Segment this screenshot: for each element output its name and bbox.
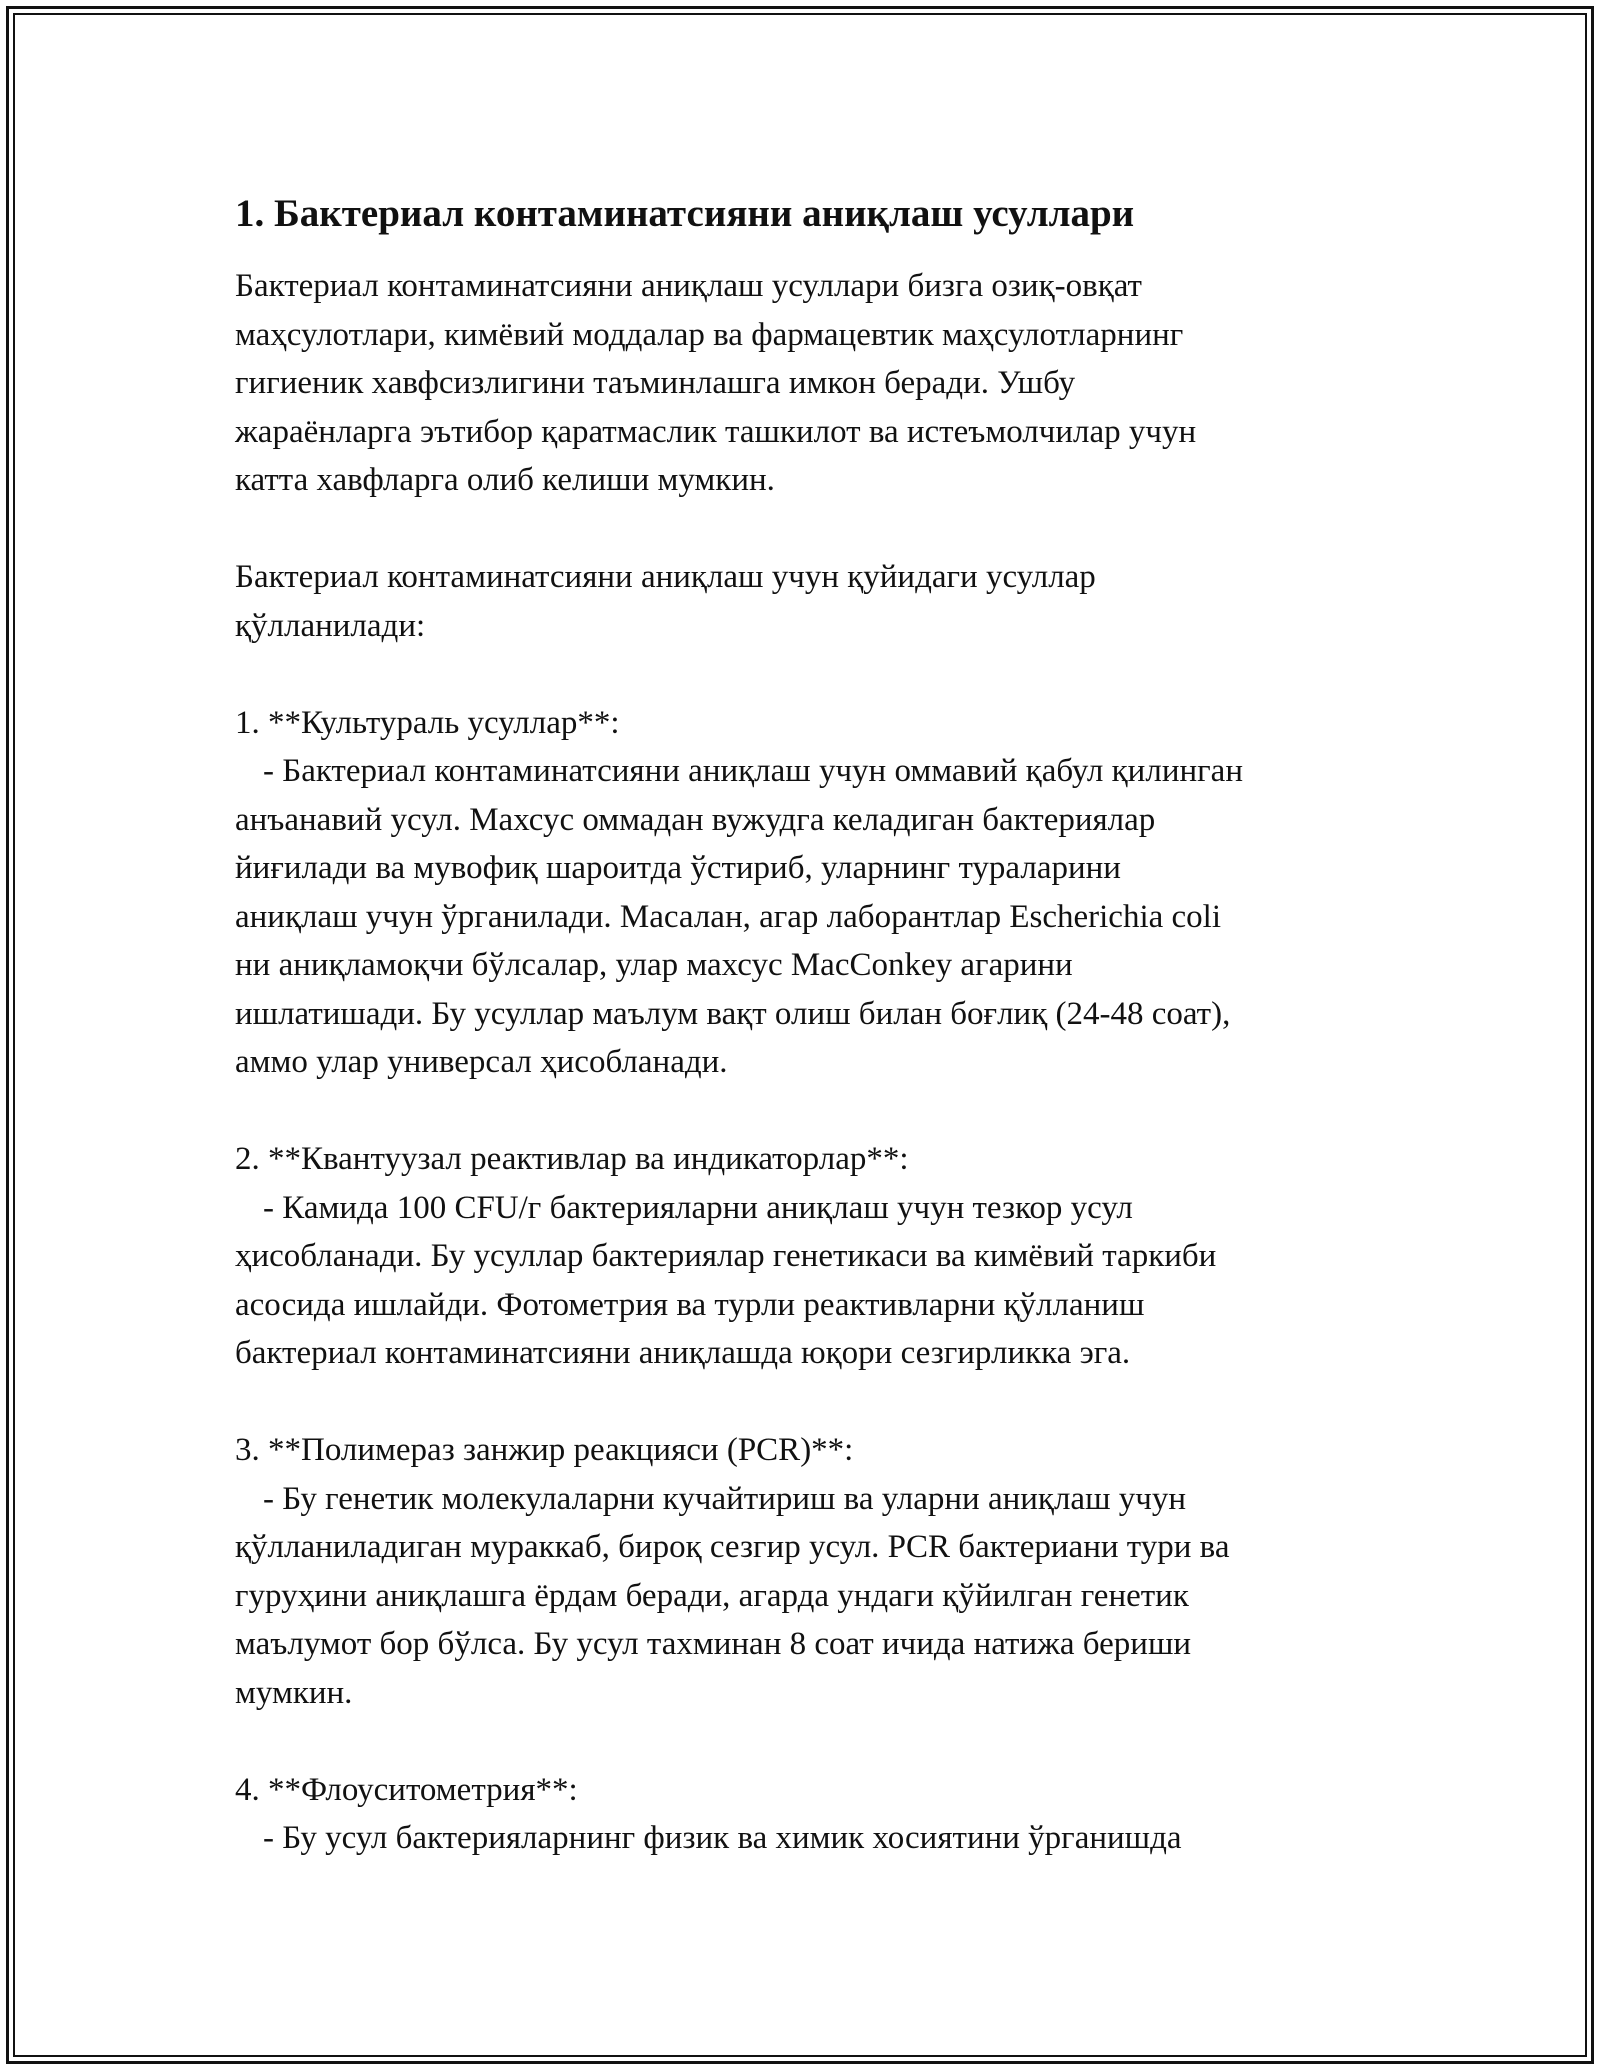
text-line: жараёнларга эътибор қаратмаслик ташкилот ва истеъмолчилар учун <box>235 413 1197 450</box>
text-line: маҳсулотлари, кимёвий моддалар ва фармацевтик маҳсулотларнинг <box>235 316 1184 353</box>
text-line: - Бактериал контаминатсияни аниқлаш учун оммавий қабул қилинган <box>263 753 1243 789</box>
text-line: асосида ишлайди. Фотометрия ва турли реактивларни қўлланиш <box>235 1286 1145 1323</box>
text-line: маълумот бор бўлса. Бу усул тахминан 8 соат ичида натижа бериши <box>235 1626 1192 1662</box>
text-line: аммо улар универсал ҳисобланади. <box>235 1044 728 1080</box>
text-line: қўлланиладиган мураккаб, бироқ сезгир усул. PCR бактериани тури ва <box>235 1529 1230 1565</box>
methods-intro-paragraph <box>235 553 1375 650</box>
intro-paragraph <box>235 262 1375 505</box>
section-culture-methods <box>235 699 1375 1087</box>
section-flow-cytometry <box>235 1766 1375 1863</box>
text-line: - Бу генетик молекулаларни кучайтириш ва уларни аниқлаш учун <box>263 1480 1186 1517</box>
section-pcr <box>235 1426 1375 1717</box>
text-line: ҳисобланади. Бу усуллар бактериялар генетикаси ва кимёвий таркиби <box>235 1238 1217 1274</box>
text-line: аниқлаш учун ўрганилади. Масалан, агар лаборантлар Escherichia coli <box>235 898 1222 935</box>
text-line: йиғилади ва мувофиқ шароитда ўстириб, уларнинг тураларини <box>235 850 1121 886</box>
text-line: гуруҳини аниқлашга ёрдам беради, агарда ундаги қўйилган генетик <box>235 1577 1189 1614</box>
text-line: Бактериал контаминатсияни аниқлаш учун қуйидаги усуллар <box>235 559 1096 595</box>
text-line: - Камида 100 CFU/г бактерияларни аниқлаш учун тезкор усул <box>263 1189 1133 1226</box>
section-reagents-indicators <box>235 1135 1375 1378</box>
text-line: катта хавфларга олиб келиши мумкин. <box>235 462 775 498</box>
text-line: - Бу усул бактерияларнинг физик ва химик хосиятини ўрганишда <box>263 1820 1182 1856</box>
text-line: гигиеник хавфсизлигини таъминлашга имкон беради. Ушбу <box>235 365 1076 401</box>
text-line: ни аниқламоқчи бўлсалар, улар махсус MacConkey агарини <box>235 947 1073 983</box>
section-title: 4. **Флоуситометрия**: <box>235 1771 578 1808</box>
section-title: 1. **Культураль усуллар**: <box>235 704 620 741</box>
document-page <box>235 190 1375 1863</box>
section-title: 2. **Квантуузал реактивлар ва индикаторлар**: <box>235 1141 909 1177</box>
section-title: 3. **Полимераз занжир реакцияси (PCR)**: <box>235 1432 854 1468</box>
text-line: қўлланилади: <box>235 607 426 644</box>
text-line: ишлатишади. Бу усуллар маълум вақт олиш билан боғлиқ (24-48 соат), <box>235 995 1231 1032</box>
text-line: анъанавий усул. Махсус оммадан вужудга келадиган бактериялар <box>235 801 1156 838</box>
text-line: Бактериал контаминатсияни аниқлаш усуллари бизга озиқ-овқат <box>235 268 1142 304</box>
text-line: бактериал контаминатсияни аниқлашда юқори сезгирликка эга. <box>235 1335 1131 1371</box>
text-line: мумкин. <box>235 1674 353 1711</box>
page-title: 1. Бактериал контаминатсияни аниқлаш усуллари <box>235 192 1135 235</box>
